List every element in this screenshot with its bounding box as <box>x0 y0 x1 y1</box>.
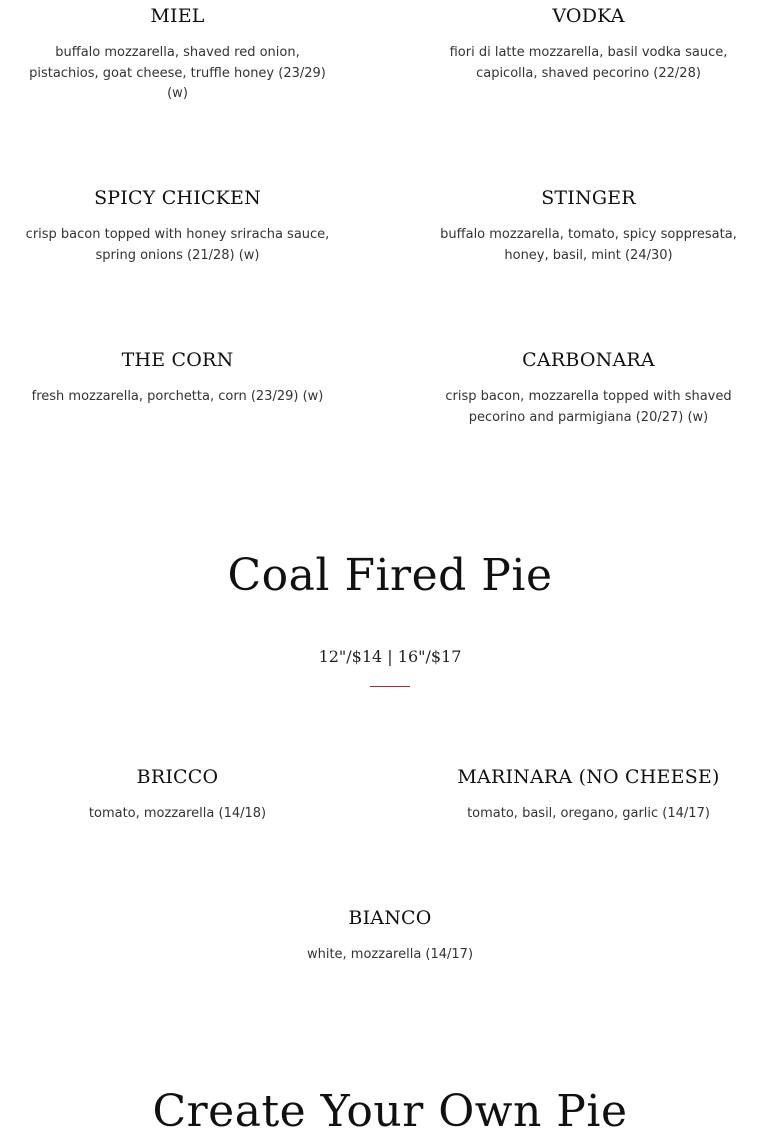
menu-item-description: fiori di latte mozzarella, basil vodka sauce, capicolla, shaved pecorino (22/28) <box>449 45 728 81</box>
menu-item-description: buffalo mozzarella, tomato, spicy soppresata, honey, basil, mint (24/30) <box>440 227 737 263</box>
menu-item-name: MIEL <box>150 5 205 27</box>
menu-item-the-corn <box>22 349 333 408</box>
menu-item-description: fresh mozzarella, porchetta, corn (23/29) (w) <box>31 389 324 404</box>
menu-item-name: BIANCO <box>348 907 432 929</box>
menu-item-name: MARINARA (NO CHEESE) <box>457 766 720 788</box>
section-title-create-your-own: Create Your Own Pie <box>152 1086 628 1137</box>
section-pricing: 12"/$14 | 16"/$17 <box>318 647 462 666</box>
menu-item-description: tomato, basil, oregano, garlic (14/17) <box>467 806 710 821</box>
menu-item-description: buffalo mozzarella, shaved red onion, pistachios, goat cheese, truffle honey (23/29) (w) <box>29 45 326 101</box>
menu-item-spicy-chicken <box>22 187 333 266</box>
menu-item-name: BRICCO <box>136 766 219 788</box>
menu-item-name: VODKA <box>552 5 625 27</box>
menu-item-vodka <box>433 5 744 84</box>
section-title-coal-fired-pie: Coal Fired Pie <box>227 550 553 601</box>
menu-item-carbonara <box>433 349 744 428</box>
menu-item-miel <box>22 5 333 105</box>
menu-item-stinger <box>433 187 744 266</box>
menu-item-name: CARBONARA <box>522 349 655 371</box>
menu-item-name: THE CORN <box>121 349 234 371</box>
menu-item-name: SPICY CHICKEN <box>94 187 261 209</box>
menu-item-bricco <box>22 766 333 825</box>
menu-item-description: tomato, mozzarella (14/18) <box>88 806 267 821</box>
menu-item-name: STINGER <box>541 187 636 209</box>
menu-item-bianco <box>227 907 553 966</box>
menu-item-marinara <box>433 766 744 825</box>
menu-item-description: crisp bacon topped with honey sriracha sauce, spring onions (21/28) (w) <box>25 227 330 263</box>
section-divider <box>370 686 410 687</box>
menu-item-description: crisp bacon, mozzarella topped with shaved pecorino and parmigiana (20/27) (w) <box>445 389 732 425</box>
menu-item-description: white, mozzarella (14/17) <box>306 947 474 962</box>
